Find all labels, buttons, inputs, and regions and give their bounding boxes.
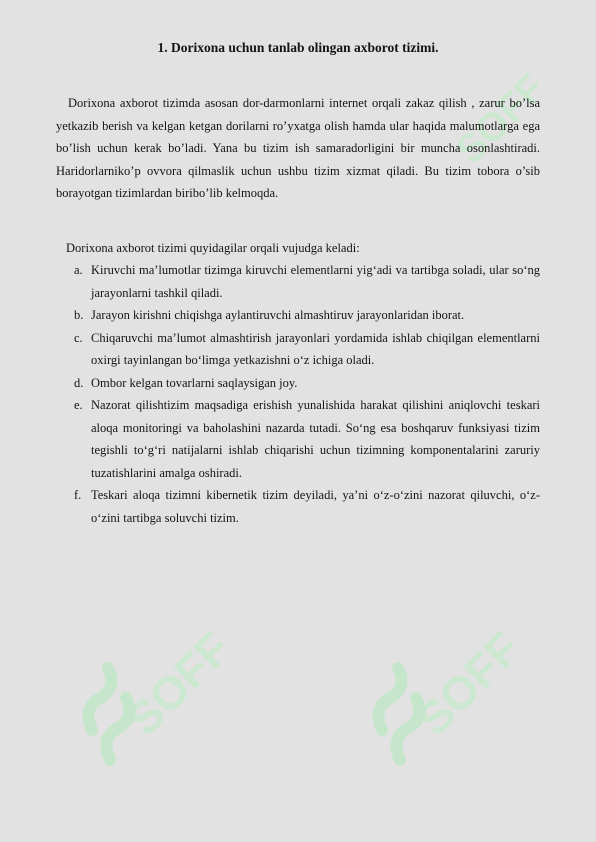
document-title: 1. Dorixona uchun tanlab olingan axborot tizimi. [157, 40, 439, 55]
list-item [56, 484, 540, 529]
list-marker: f. [74, 488, 82, 502]
list-item-text: Jarayon kirishni chiqishga aylantiruvchi almashtiruv jarayonlaridan iborat. [91, 308, 465, 322]
list-item-text: Teskari aloqa tizimni kibernetik tizim deyiladi, ya’ni o‘z-o‘zini nazorat qiluvchi, o‘z-o‘zini tartibga soluvchi tizim. [91, 488, 540, 525]
list-marker: e. [74, 398, 83, 412]
watermark-logo [70, 610, 260, 790]
list-item-text: Nazorat qilishtizim maqsadiga erishish yunalishida harakat qilishini aniqlovchi teskari aloqa monitoringi va baholashini nazarda tutadi. So‘ng esa boshqaruv funksiyasi tizim tegishli to‘g‘ri natijalarni ishlab chiqarishi uchun tizimning komponentalarini zaruriy tuzatishlarini amalga oshiradi. [91, 398, 540, 480]
list-item [56, 394, 540, 484]
list-marker: a. [74, 263, 83, 277]
watermark-logo [360, 610, 550, 790]
list-item [56, 372, 540, 395]
list-item-text: Chiqaruvchi ma’lumot almashtirish jarayonlari yordamida ishlab chiqilgan elementlarni oxirgi tayinlangan bo‘limga yetkazishni o‘z ichiga oladi. [91, 330, 540, 367]
list-item [56, 259, 540, 304]
list-item [56, 327, 540, 372]
list-marker: b. [74, 308, 84, 322]
watermark-text: SOFF [406, 621, 531, 746]
list-marker: c. [74, 330, 83, 345]
list-marker: d. [74, 375, 84, 390]
watermark-text: SOFF [447, 65, 555, 173]
component-list [56, 259, 540, 529]
list-item-text: Kiruvchi ma’lumotlar tizimga kiruvchi elementlarni yig‘adi va tartibga soladi, ular so‘ng jarayonlarni tashkil qiladi. [91, 263, 540, 300]
list-item [56, 304, 540, 327]
intro-paragraph: Dorixona axborot tizimda asosan dor-darmonlarni internet orqali zakaz qilish , zarur bo’lsa yetkazib berish va kelgan ketgan dorilarni ro’yxatga olish hamda ular haqida malumotlarga ega bo’lish uchun kerak bo’ladi. Yana bu tizim ish samaradorligini bir muncha osonlashtiradi. Haridorlarniko’p ovvora qilmaslik uchun ushbu tizim xizmat qiladi. Bu tizim tobora o’sib borayotgan tizimlardan biribo’lib kelmoqda. [56, 96, 540, 200]
list-intro-paragraph: Dorixona axborot tizimi quyidagilar orqali vujudga keladi: [66, 241, 360, 255]
list-item-text: Ombor kelgan tovarlarni saqlaysigan joy. [91, 375, 298, 390]
watermark-text: SOFF [116, 621, 241, 746]
